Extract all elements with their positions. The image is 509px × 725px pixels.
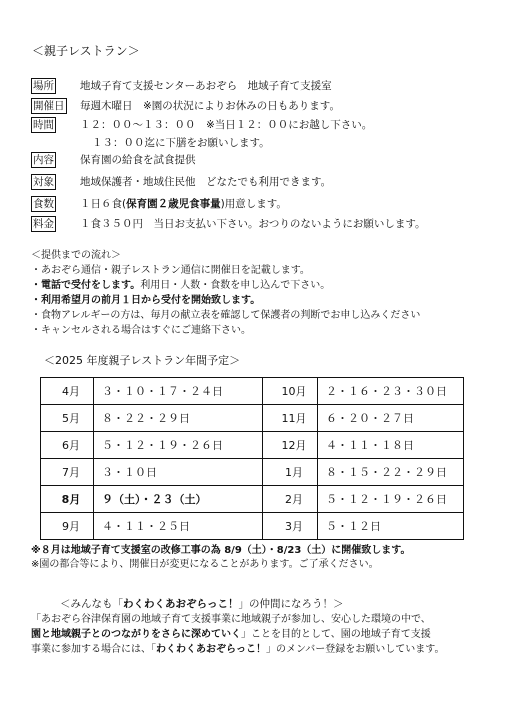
month-cell: 7月	[41, 459, 94, 486]
info-text-meals: １日６食(保育園２歳児食事量)用意します。	[80, 198, 287, 210]
footer-line: 「あおぞら谷津保育園の地域子育て支援事業に地域親子が参加し、安心した環境の中で、	[31, 614, 431, 625]
footer-line: 園と地域親子とのつながりをさらに深めていく」ことを目的として、園の地域子育て支援	[31, 629, 431, 640]
info-text-target: 地域保護者・地域住民他 どなたでも利用できます。	[80, 176, 332, 188]
info-text-time-2: １３：００迄に下膳をお願いします。	[92, 137, 270, 149]
month-cell: 2月	[263, 486, 318, 513]
note-august: ※８月は地域子育て支援室の改修工事の為 8/9（土）・8/23（土）に開催致します。	[31, 545, 411, 556]
dates-cell: ４・１１・１８日	[318, 432, 464, 459]
month-cell: 8月	[41, 486, 94, 513]
dates-cell: ５・１２日	[318, 513, 464, 540]
month-cell: 9月	[41, 513, 94, 540]
info-label-time: 時間	[33, 119, 54, 131]
schedule-heading: ＜2025 年度親子レストラン年間予定＞	[44, 354, 241, 367]
dates-cell: ３・１０日	[94, 459, 263, 486]
table-row	[41, 486, 464, 513]
info-label-fee: 料金	[33, 218, 54, 230]
flow-item: ・利用希望月の前月１日から受付を開始致します。	[31, 295, 261, 306]
month-cell: 4月	[41, 378, 94, 405]
dates-cell: ８・２２・２９日	[94, 405, 263, 432]
month-cell: 12月	[263, 432, 318, 459]
dates-cell: ５・１２・１９・２６日	[94, 432, 263, 459]
section-title: ＜親子レストラン＞	[32, 44, 140, 58]
table-row	[41, 432, 464, 459]
flow-item: ・電話で受付をします。利用日・人数・食数を申し込んで下さい。	[31, 280, 331, 291]
month-cell: 5月	[41, 405, 94, 432]
footer-line: 事業に参加する場合には、「わくわくあおぞらっこ！」のメンバー登録をお願いしています。	[31, 644, 445, 655]
table-row	[41, 378, 464, 405]
footer-heading: ＜みんなも「わくわくあおぞらっこ！」の仲間になろう！＞	[60, 598, 344, 610]
info-text-content: 保育園の給食を試食提供	[80, 154, 196, 166]
info-text-fee: １食３５０円 当日お支払い下さい。おつりのないようにお願いします。	[80, 218, 426, 230]
dates-cell: ３・１０・１７・２４日	[94, 378, 263, 405]
info-label-date: 開催日	[33, 100, 65, 112]
dates-cell: ８・１５・２２・２９日	[318, 459, 464, 486]
info-label-content: 内容	[33, 154, 54, 166]
flow-item: ・食物アレルギーの方は、毎月の献立表を確認して保護者の判断でお申し込みください	[31, 310, 421, 321]
info-label-meals: 食数	[33, 198, 54, 210]
dates-cell: ２・１６・２３・３０日	[318, 378, 464, 405]
schedule-table	[40, 377, 464, 540]
month-cell: 1月	[263, 459, 318, 486]
info-label-location: 場所	[33, 80, 54, 92]
dates-cell: ６・２０・２７日	[318, 405, 464, 432]
info-text-time: １２：００〜１３：００ ※当日１２：００にお越し下さい。	[80, 119, 373, 131]
table-row	[41, 513, 464, 540]
info-text-location: 地域子育て支援センターあおぞら 地域子育て支援室	[80, 80, 332, 92]
info-label-target: 対象	[33, 176, 54, 188]
flow-item: ・あおぞら通信・親子レストラン通信に開催日を記載します。	[31, 265, 310, 276]
dates-cell: ５・１２・１９・２６日	[318, 486, 464, 513]
month-cell: 6月	[41, 432, 94, 459]
month-cell: 3月	[263, 513, 318, 540]
table-row	[41, 405, 464, 432]
dates-cell: ９（土）・２３（土）	[94, 486, 263, 513]
month-cell: 11月	[263, 405, 318, 432]
note-change: ※園の都合等により、開催日が変更になることがあります。ご了承ください。	[31, 559, 379, 570]
month-cell: 10月	[263, 378, 318, 405]
info-text-date: 毎週木曜日 ※園の状況によりお休みの日もあります。	[80, 100, 340, 112]
flow-heading: ＜提供までの流れ＞	[31, 250, 121, 261]
table-row	[41, 459, 464, 486]
dates-cell: ４・１１・２５日	[94, 513, 263, 540]
flow-item: ・キャンセルされる場合はすぐにご連絡下さい。	[31, 325, 251, 336]
